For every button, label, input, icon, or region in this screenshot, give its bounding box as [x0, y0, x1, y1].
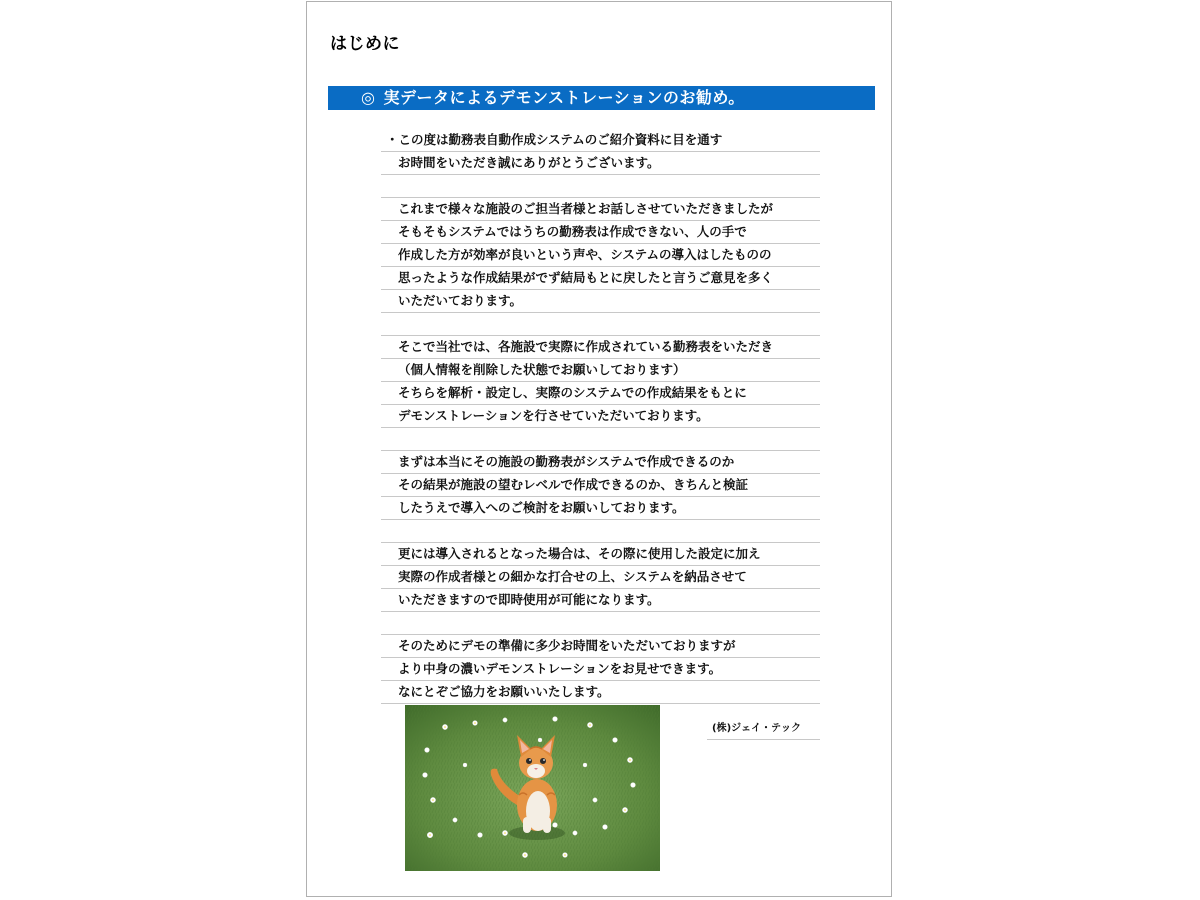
- body-line: 作成した方が効率が良いという声や、システムの導入はしたものの: [381, 244, 820, 267]
- body-line: いただいております。: [381, 290, 820, 313]
- body-line: そもそもシステムではうちの勤務表は作成できない、人の手で: [381, 221, 820, 244]
- body-line: 思ったような作成結果がでず結局もとに戻したと言うご意見を多く: [381, 267, 820, 290]
- body-line: まずは本当にその施設の勤務表がシステムで作成できるのか: [381, 451, 820, 474]
- body-line: なにとぞご協力をお願いいたします。: [381, 681, 820, 704]
- body-line: ・この度は勤務表自動作成システムのご紹介資料に目を通す: [381, 129, 820, 152]
- body-line: より中身の濃いデモンストレーションをお見せできます。: [381, 658, 820, 681]
- banner-heading: 実データによるデモンストレーションのお勧め。: [383, 88, 745, 107]
- body-line: したうえで導入へのご検討をお願いしております。: [381, 497, 820, 520]
- body-line: これまで様々な施設のご担当者様とお話しさせていただきましたが: [381, 198, 820, 221]
- body-line: そのためにデモの準備に多少お時間をいただいておりますが: [381, 635, 820, 658]
- kitten-photo: [405, 705, 660, 871]
- body-line: [381, 520, 820, 543]
- body-line: 実際の作成者様との細かな打合せの上、システムを納品させて: [381, 566, 820, 589]
- body-line: その結果が施設の望むレベルで作成できるのか、きちんと検証: [381, 474, 820, 497]
- body-line: [381, 313, 820, 336]
- body-line: [381, 175, 820, 198]
- body-line: 更には導入されるとなった場合は、その際に使用した設定に加え: [381, 543, 820, 566]
- page-title: はじめに: [330, 34, 400, 54]
- company-name: (株)ジェイ・テック: [707, 718, 820, 740]
- double-circle-icon: ◎: [361, 88, 376, 107]
- body-line: デモンストレーションを行させていただいております。: [381, 405, 820, 428]
- body-line: [381, 612, 820, 635]
- body-line: （個人情報を削除した状態でお願いしております）: [381, 359, 820, 382]
- body-line: [381, 428, 820, 451]
- body-line: いただきますので即時使用が可能になります。: [381, 589, 820, 612]
- body-line: お時間をいただき誠にありがとうございます。: [381, 152, 820, 175]
- document-page: [306, 1, 892, 897]
- body-line: そこで当社では、各施設で実際に作成されている勤務表をいただき: [381, 336, 820, 359]
- body-line: そちらを解析・設定し、実際のシステムでの作成結果をもとに: [381, 382, 820, 405]
- section-banner: [328, 86, 875, 110]
